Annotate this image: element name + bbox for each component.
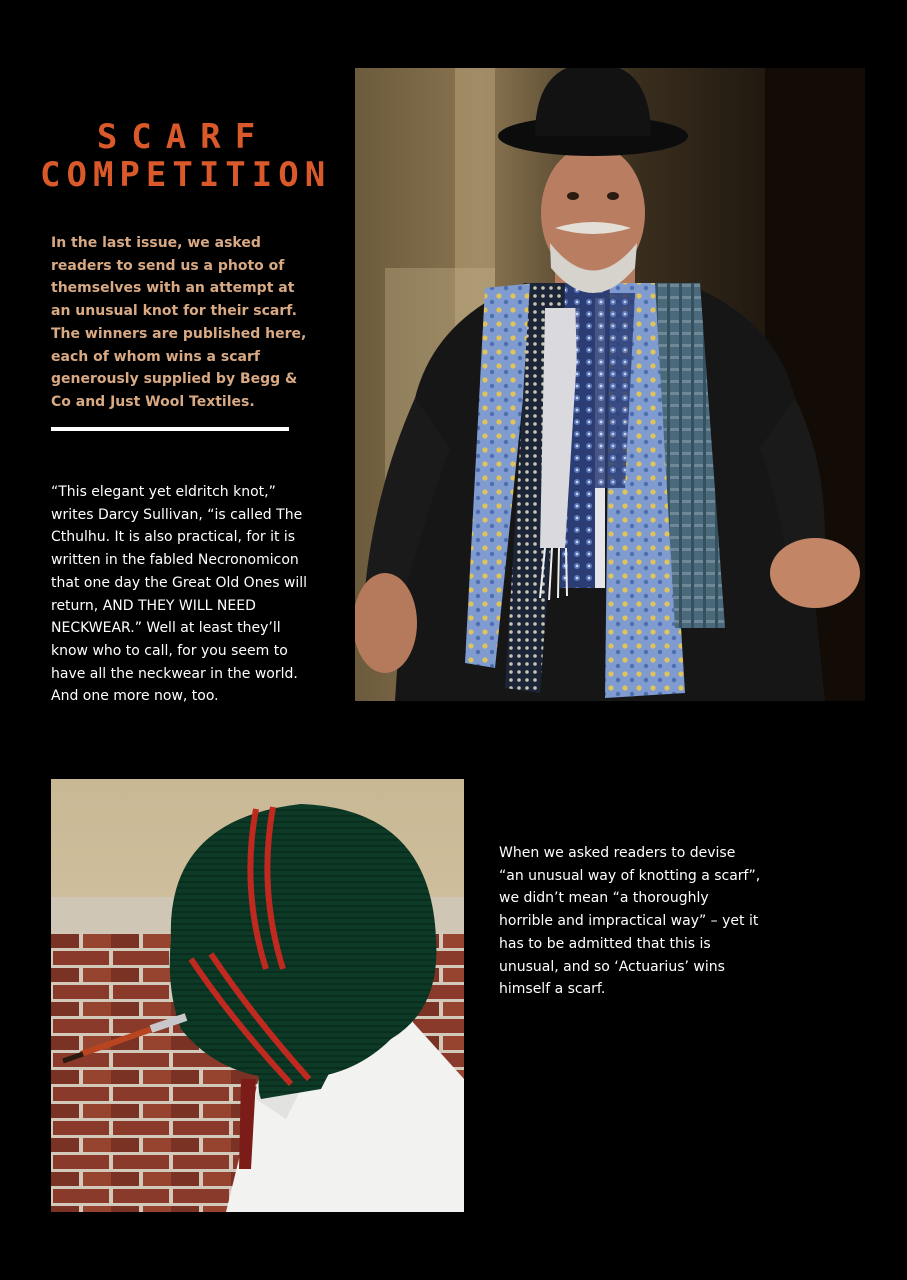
cthulhu-knot-photo (355, 68, 865, 701)
page-title-line-1: SCARF (96, 117, 270, 157)
page-title-line-2: COMPETITION (40, 155, 332, 195)
section-divider (51, 427, 289, 431)
page-title (40, 117, 332, 195)
actuarius-knot-caption: When we asked readers to devise “an unusual way of knotting a scarf”, we didn’t mean “a thoroughly horrible and impractical way” – yet it has to be admitted that this is unusual, and so ‘Actuarius’ wins himself a scarf. (499, 845, 761, 998)
cthulhu-knot-caption: “This elegant yet eldritch knot,” writes Darcy Sullivan, “is called The Cthulhu. It is also practical, for it is written in the fabled Necronomicon that one day the Great Old Ones will return, AND THEY WILL NEED NECKWEAR.” Well at least they’ll know who to call, for you seem to have all the neckwear in the world. And one more now, too. (51, 484, 308, 705)
intro-paragraph: In the last issue, we asked readers to send us a photo of themselves with an attempt at an unusual knot for their scarf. The winners are published here, each of whom wins a scarf generously supplied by Begg & Co and Just Wool Textiles. (51, 235, 307, 410)
actuarius-knot-photo (51, 779, 464, 1212)
